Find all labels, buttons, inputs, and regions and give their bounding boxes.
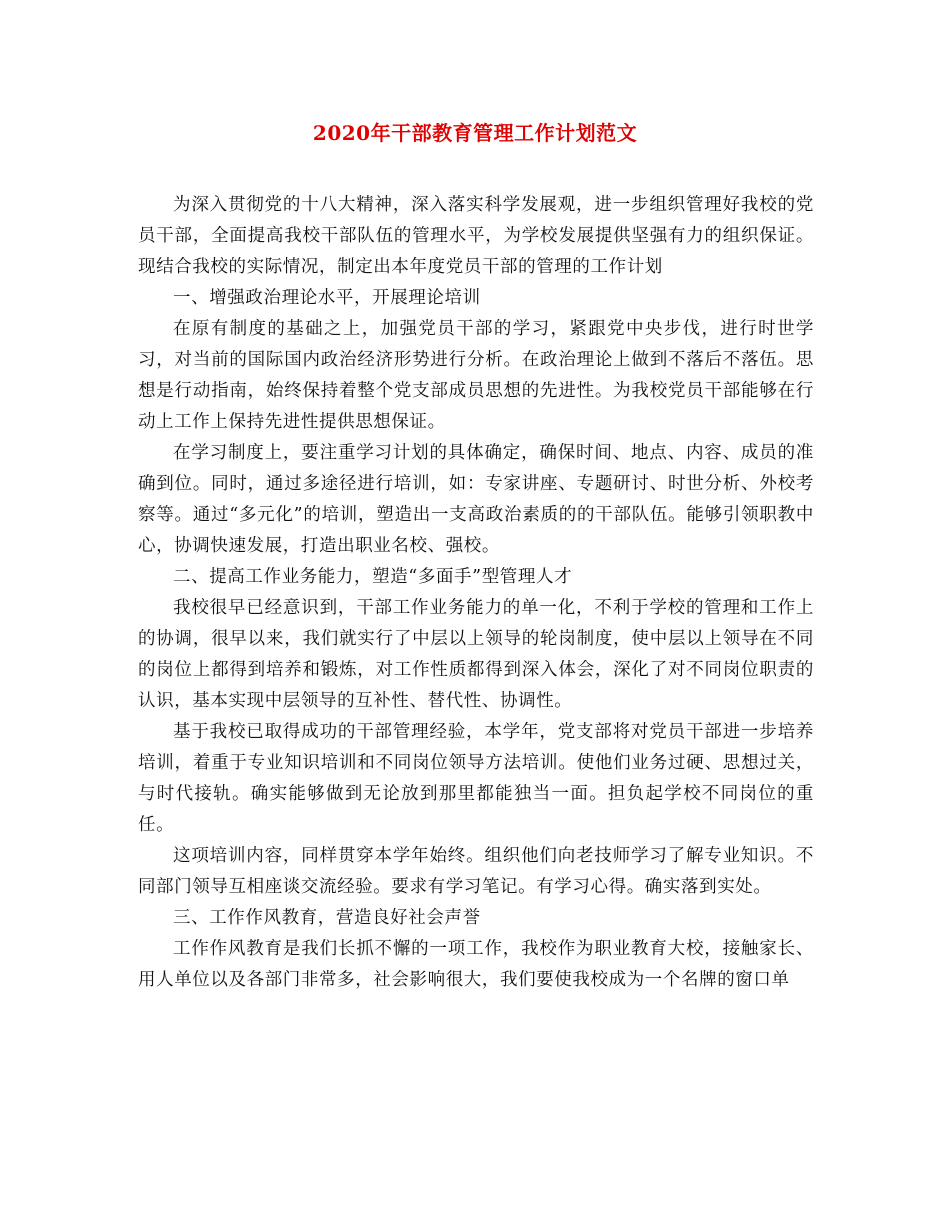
paragraph: 在原有制度的基础之上，加强党员干部的学习，紧跟党中央步伐，进行时世学习，对当前的国际国内政治经济形势进行分析。在政治理论上做到不落后不落伍。思想是行动指南，始终保持着整个党支部成员思想的先进性。为我校党员干部能够在行动上工作上保持先进性提供思想保证。 bbox=[138, 319, 814, 432]
paragraph: 在学习制度上，要注重学习计划的具体确定，确保时间、地点、内容、成员的准确到位。同时，通过多途径进行培训，如：专家讲座、专题研讨、时世分析、外校考察等。通过“多元化”的培训，塑造出一支高政治素质的的干部队伍。能够引领职教中心，协调快速发展，打造出职业名校、强校。 bbox=[138, 443, 814, 556]
paragraph: 基于我校已取得成功的干部管理经验，本学年，党支部将对党员干部进一步培养培训，着重于专业知识培训和不同岗位领导方法培训。使他们业务过硬、思想过关，与时代接轨。确实能够做到无论放到那里都能独当一面。担负起学校不同岗位的重任。 bbox=[138, 722, 814, 835]
section-heading-2: 二、提高工作业务能力，塑造“多面手”型管理人才 bbox=[173, 567, 573, 587]
paragraph: 工作作风教育是我们长抓不懈的一项工作，我校作为职业教育大校，接触家长、用人单位以及各部门非常多，社会影响很大，我们要使我校成为一个名牌的窗口单 bbox=[138, 939, 814, 990]
document-title: 2020年干部教育管理工作计划范文 bbox=[312, 121, 638, 145]
document-body bbox=[138, 190, 814, 996]
section-heading-1: 一、增强政治理论水平，开展理论培训 bbox=[173, 288, 481, 308]
paragraph: 这项培训内容，同样贯穿本学年始终。组织他们向老技师学习了解专业知识。不同部门领导互相座谈交流经验。要求有学习笔记。有学习心得。确实落到实处。 bbox=[138, 846, 814, 897]
paragraph: 我校很早已经意识到，干部工作业务能力的单一化，不利于学校的管理和工作上的协调，很早以来，我们就实行了中层以上领导的轮岗制度，使中层以上领导在不同的岗位上都得到培养和锻炼，对工作性质都得到深入体会，深化了对不同岗位职责的认识，基本实现中层领导的互补性、替代性、协调性。 bbox=[138, 598, 814, 711]
section-heading-3: 三、工作作风教育，营造良好社会声誉 bbox=[173, 908, 481, 928]
paragraph-intro: 为深入贯彻党的十八大精神，深入落实科学发展观，进一步组织管理好我校的党员干部，全面提高我校干部队伍的管理水平，为学校发展提供坚强有力的组织保证。现结合我校的实际情况，制定出本年度党员干部的管理的工作计划 bbox=[138, 195, 814, 277]
